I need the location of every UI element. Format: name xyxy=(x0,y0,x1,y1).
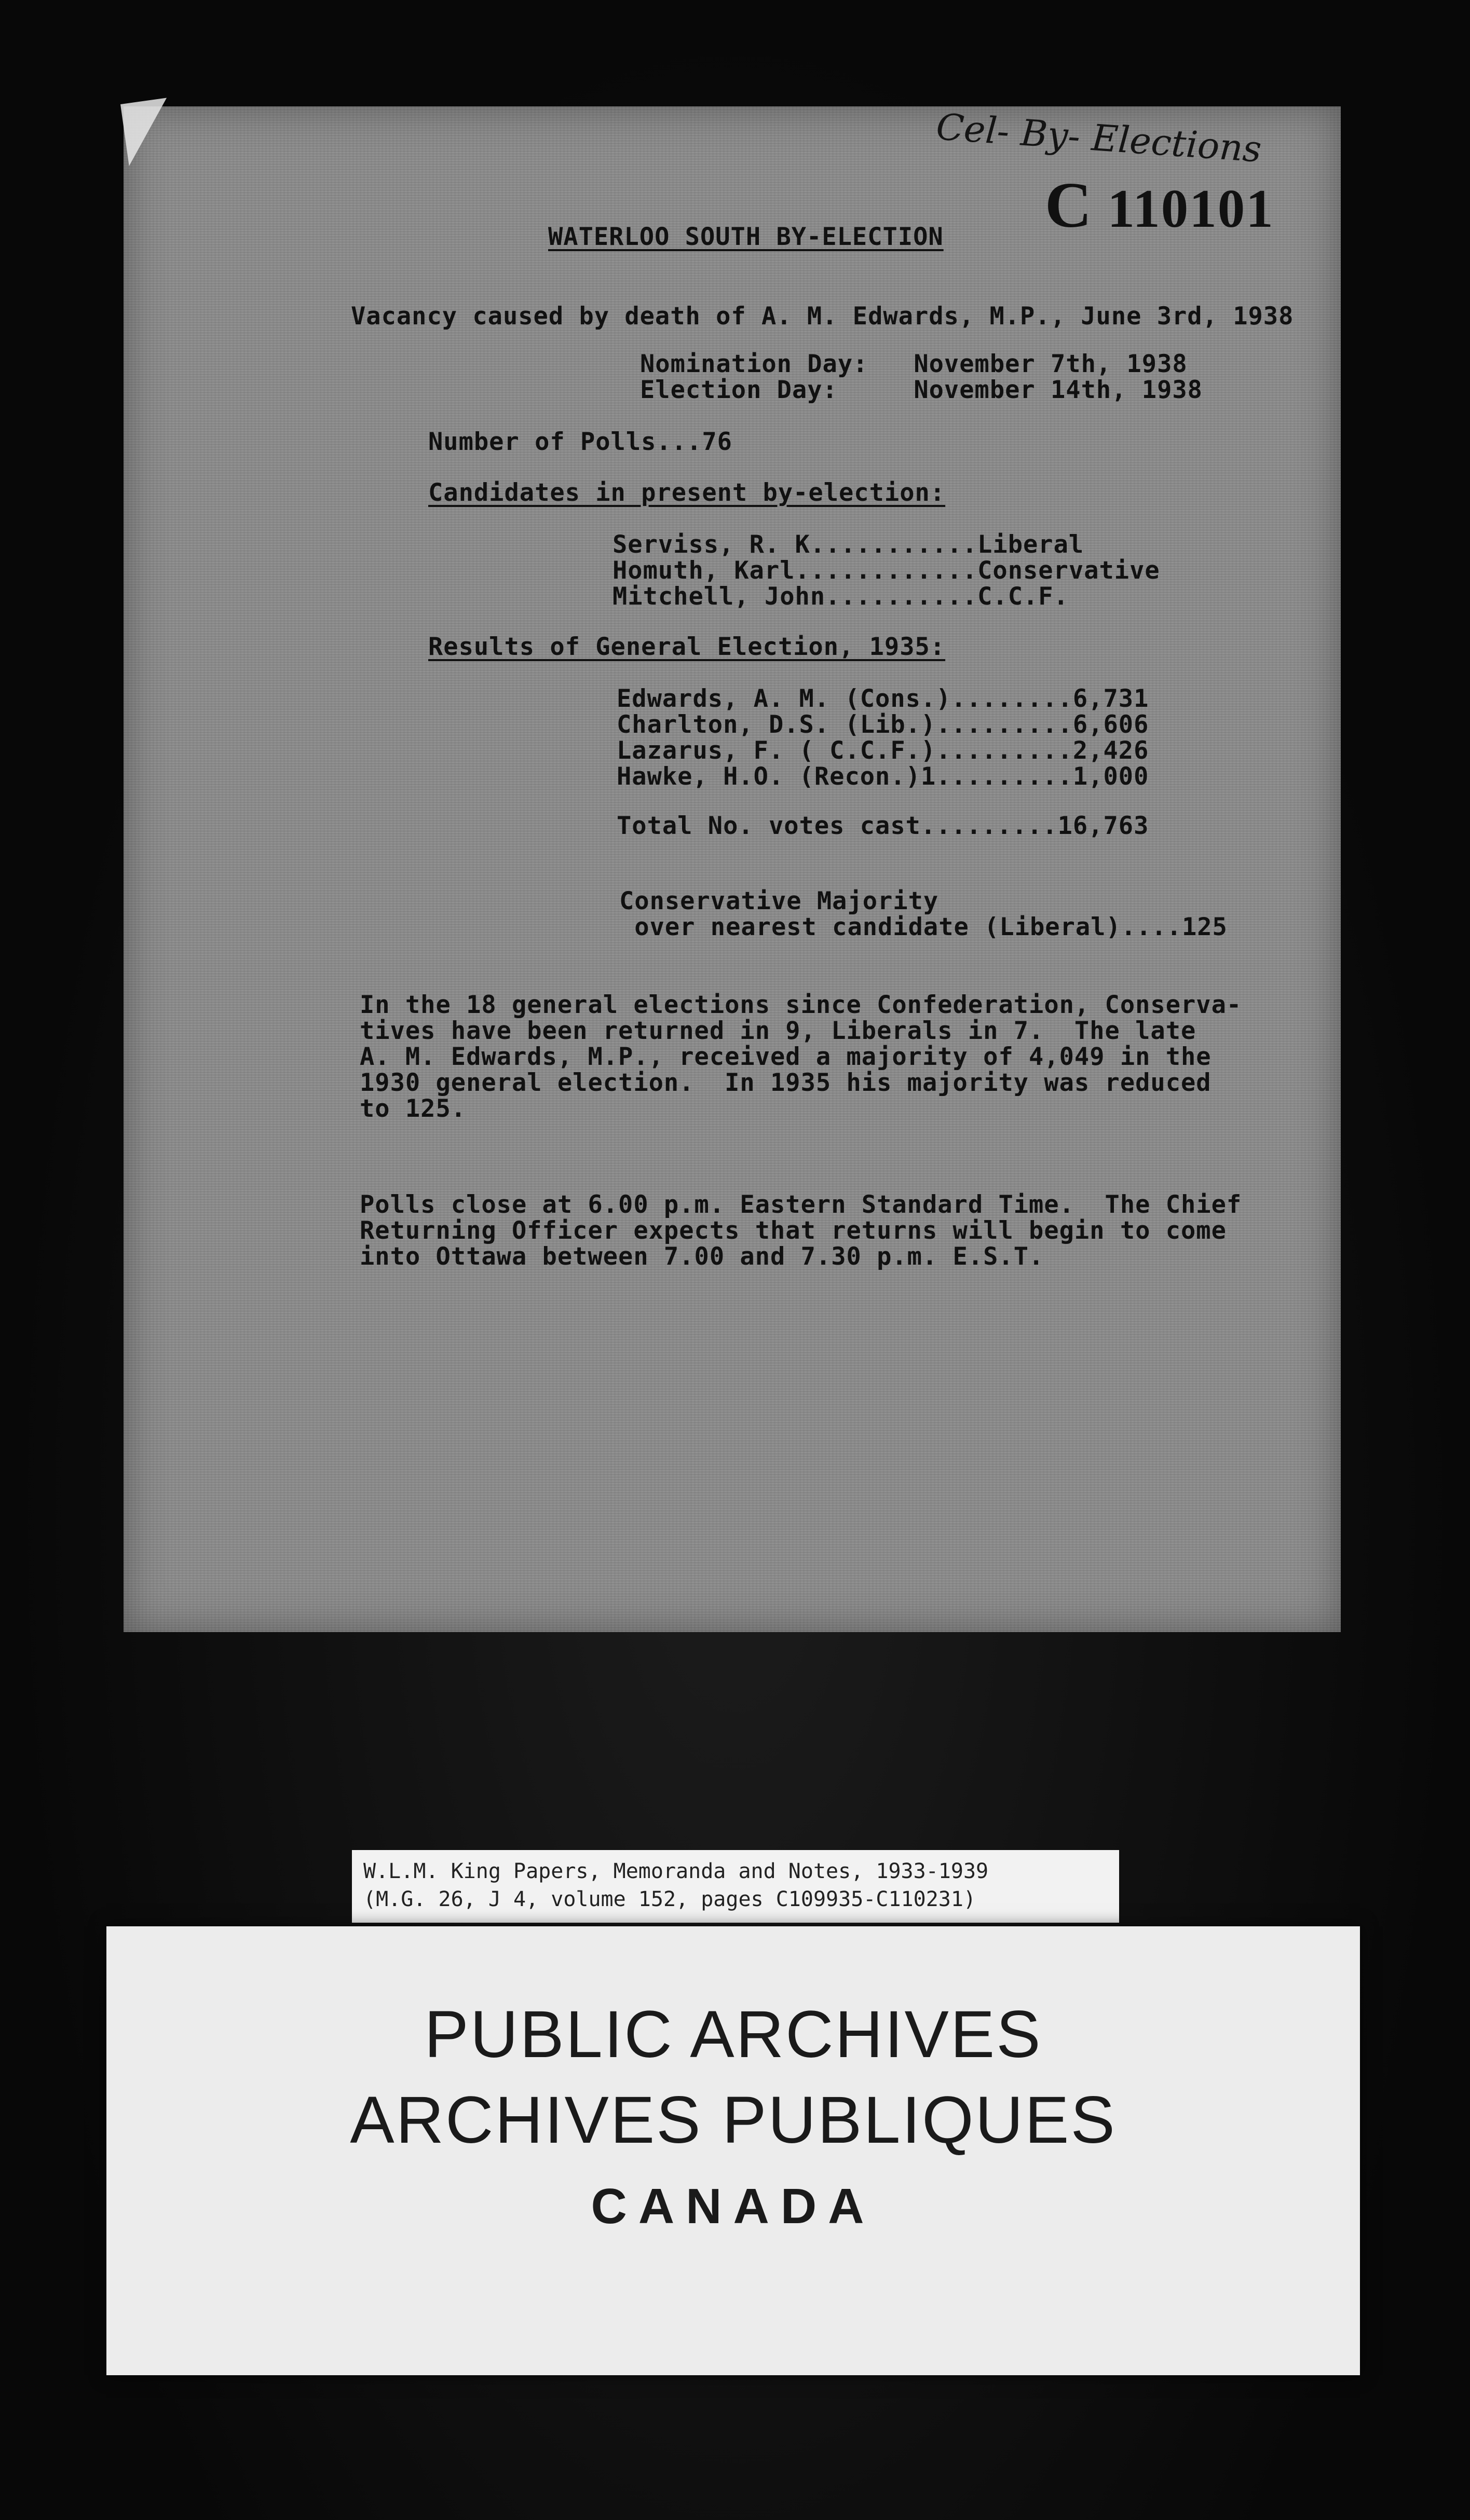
candidates-heading: Candidates in present by-election: xyxy=(428,478,946,507)
citation-line: (M.G. 26, J 4, volume 152, pages C109935-C110231) xyxy=(363,1887,976,1911)
election-day: Election Day: November 14th, 1938 xyxy=(640,376,1203,404)
history-paragraph-line: 1930 general election. In 1935 his majority was reduced xyxy=(360,1069,1212,1097)
majority-line: Conservative Majority xyxy=(619,887,939,915)
card-line-english: PUBLIC ARCHIVES xyxy=(424,1997,1042,2072)
reference-prefix: C xyxy=(1045,170,1093,241)
history-paragraph-line: A. M. Edwards, M.P., received a majority of 4,049 in the xyxy=(360,1043,1212,1071)
candidate-line: Mitchell, John..........C.C.F. xyxy=(612,582,1069,611)
citation-line: W.L.M. King Papers, Memoranda and Notes, 1933-1939 xyxy=(363,1859,989,1883)
citation-label xyxy=(352,1850,1119,1923)
polls-paragraph-line: Polls close at 6.00 p.m. Eastern Standard Time. The Chief xyxy=(360,1190,1242,1219)
typewritten-document xyxy=(124,106,1341,1632)
result-line: Charlton, D.S. (Lib.).........6,606 xyxy=(617,710,1149,739)
reference-digits: 110101 xyxy=(1107,178,1274,239)
result-line: Lazarus, F. ( C.C.F.).........2,426 xyxy=(617,736,1149,765)
nomination-day: Nomination Day: November 7th, 1938 xyxy=(640,350,1188,378)
result-line: Hawke, H.O. (Recon.)1.........1,000 xyxy=(617,762,1149,791)
reference-number xyxy=(1045,169,1274,243)
document-title: WATERLOO SOUTH BY-ELECTION xyxy=(548,223,944,251)
total-votes: Total No. votes cast.........16,763 xyxy=(617,812,1149,840)
folded-corner xyxy=(120,98,175,166)
majority-line: over nearest candidate (Liberal)....125 xyxy=(619,913,1228,941)
polls-paragraph-line: into Ottawa between 7.00 and 7.30 p.m. E.S.T. xyxy=(360,1242,1044,1271)
history-paragraph-line: to 125. xyxy=(360,1094,467,1123)
card-line-french: ARCHIVES PUBLIQUES xyxy=(350,2083,1117,2157)
archives-card xyxy=(106,1926,1360,2375)
history-paragraph-line: tives have been returned in 9, Liberals in 7. The late xyxy=(360,1017,1196,1045)
results-heading: Results of General Election, 1935: xyxy=(428,633,946,661)
number-of-polls: Number of Polls...76 xyxy=(428,428,732,456)
handwritten-note: Cel- By- Elections xyxy=(934,105,1263,171)
polls-paragraph-line: Returning Officer expects that returns will begin to come xyxy=(360,1216,1227,1245)
candidate-line: Homuth, Karl............Conservative xyxy=(612,556,1160,585)
vacancy-line: Vacancy caused by death of A. M. Edwards, M.P., June 3rd, 1938 xyxy=(351,302,1294,331)
card-line-country: CANADA xyxy=(591,2179,876,2234)
history-paragraph-line: In the 18 general elections since Confederation, Conserva- xyxy=(360,991,1242,1019)
candidate-line: Serviss, R. K...........Liberal xyxy=(612,530,1084,559)
result-line: Edwards, A. M. (Cons.)........6,731 xyxy=(617,684,1149,713)
